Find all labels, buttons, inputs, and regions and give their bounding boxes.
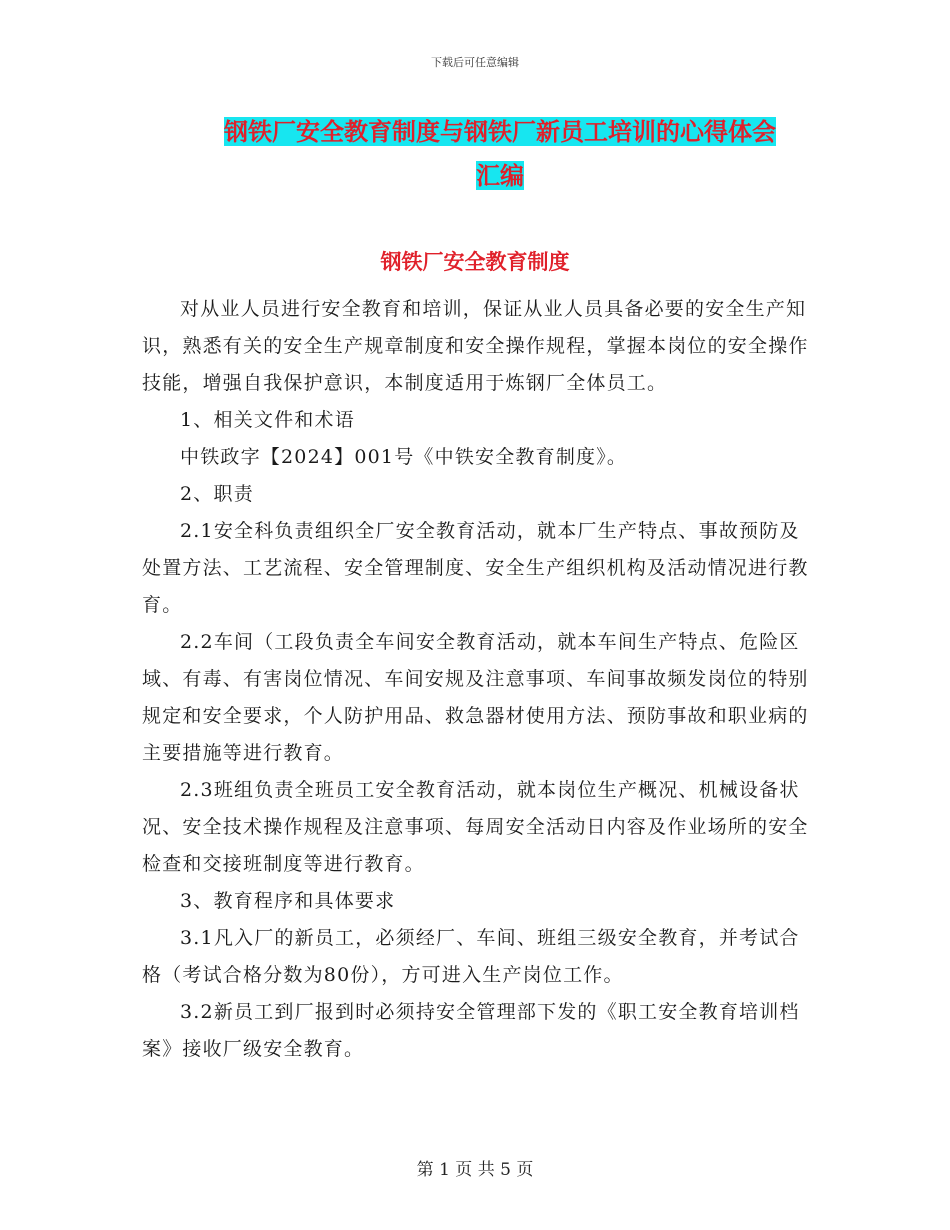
document-title: [140, 110, 860, 198]
paragraph: 3、教育程序和具体要求: [180, 890, 396, 912]
paragraph: 中铁政字【2024】001号《中铁安全教育制度》。: [180, 446, 628, 468]
section-title: 钢铁厂安全教育制度: [380, 249, 570, 274]
paragraph: 2.2车间（工段负责全车间安全教育活动，就本车间生产特点、危险区域、有毒、有害岗位情况、车间安规及注意事项、车间事故频发岗位的特别规定和安全要求，个人防护用品、救急器材使用方法、预防事故和职业病的主要措施等进行教育。: [142, 631, 809, 764]
paragraph: 3.1凡入厂的新员工，必须经厂、车间、班组三级安全教育，并考试合格（考试合格分数为80份），方可进入生产岗位工作。: [142, 927, 800, 986]
paragraph: 1、相关文件和术语: [180, 409, 355, 431]
paragraph: 对从业人员进行安全教育和培训，保证从业人员具备必要的安全生产知识，熟悉有关的安全生产规章制度和安全操作规程，掌握本岗位的安全操作技能，增强自我保护意识，本制度适用于炼钢厂全体员工。: [142, 298, 809, 394]
paragraph: 2.1安全科负责组织全厂安全教育活动，就本厂生产特点、事故预防及处置方法、工艺流程、安全管理制度、安全生产组织机构及活动情况进行教育。: [142, 520, 809, 616]
paragraph: 2、职责: [180, 483, 254, 505]
document-title-line2: 汇编: [476, 161, 524, 190]
paragraph: 2.3班组负责全班员工安全教育活动，就本岗位生产概况、机械设备状况、安全技术操作规程及注意事项、每周安全活动日内容及作业场所的安全检查和交接班制度等进行教育。: [142, 779, 809, 875]
header-note: 下载后可任意编辑: [431, 56, 519, 69]
page-footer: 第 1 页 共 5 页: [416, 1160, 534, 1180]
paragraph: 3.2新员工到厂报到时必须持安全管理部下发的《职工安全教育培训档案》接收厂级安全教育。: [142, 1001, 800, 1060]
document-body: [142, 291, 810, 1068]
document-title-line1: 钢铁厂安全教育制度与钢铁厂新员工培训的心得体会: [224, 117, 776, 146]
